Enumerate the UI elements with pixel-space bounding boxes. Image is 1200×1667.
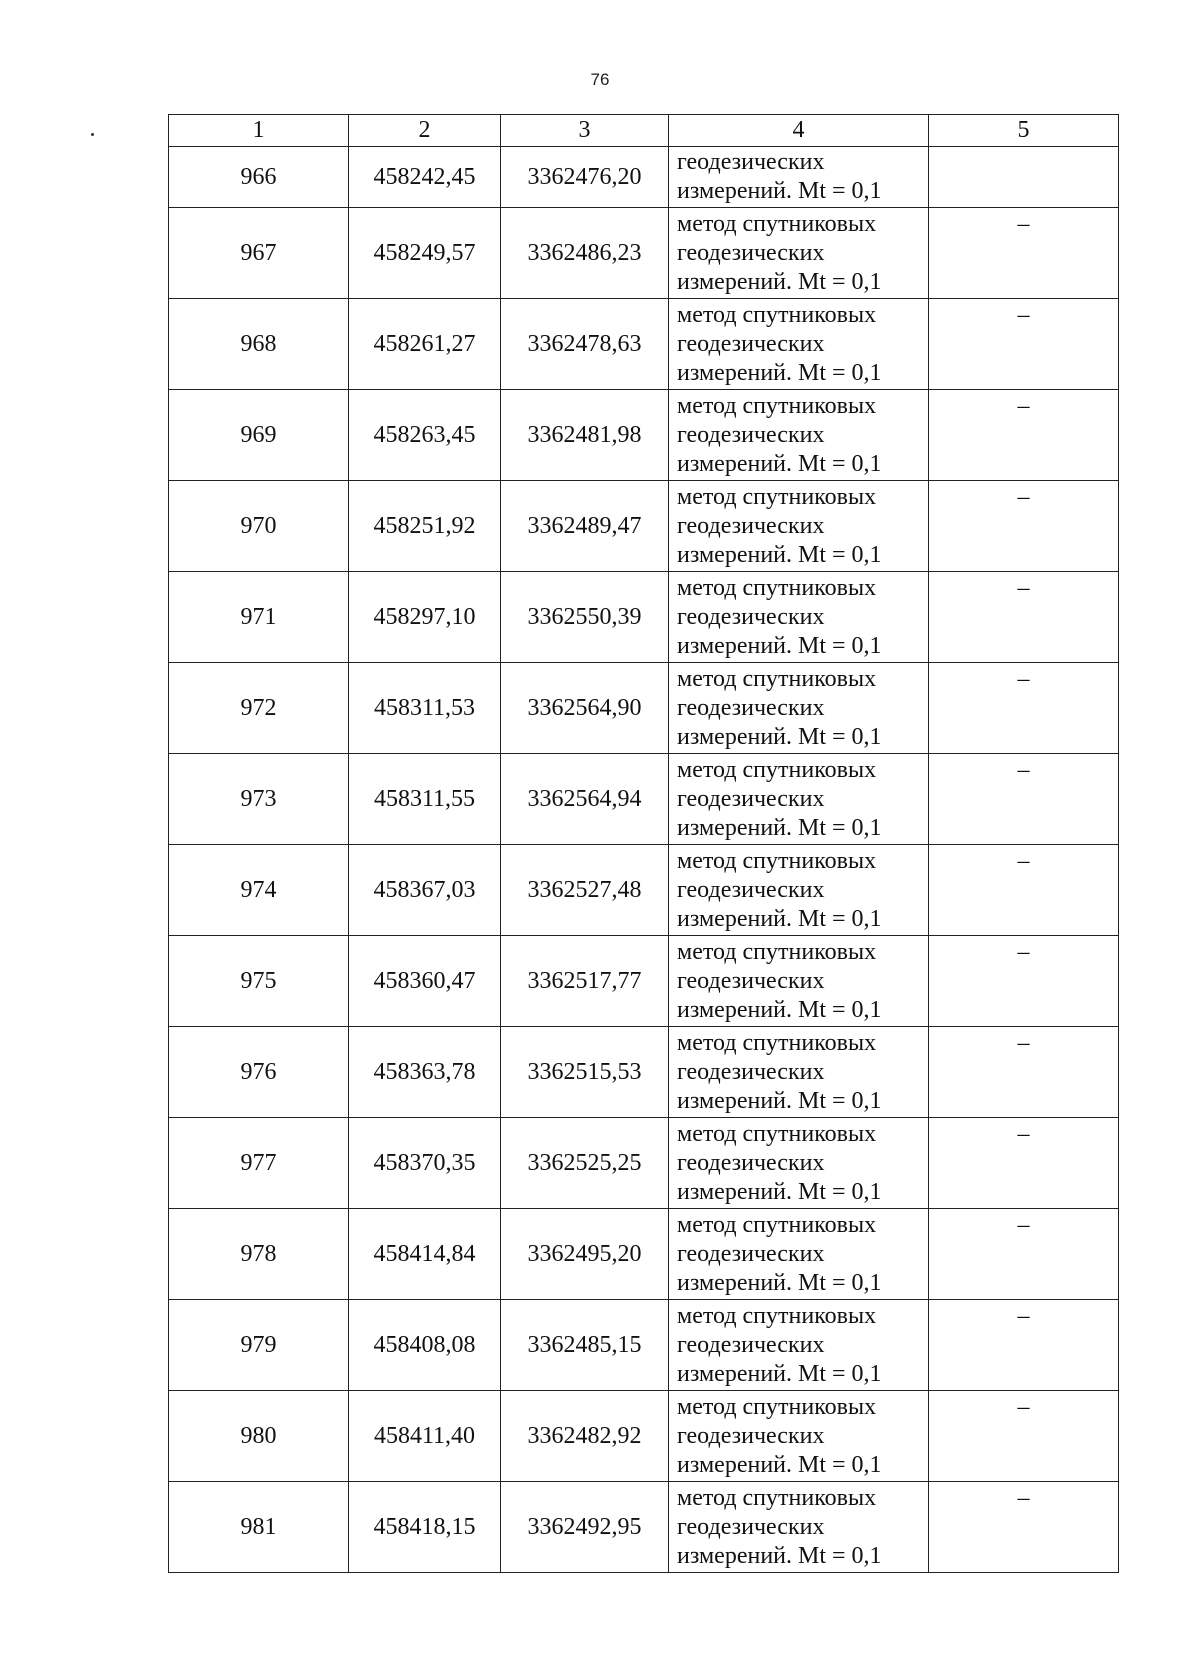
method-line: измерений. Mt = 0,1	[677, 1087, 882, 1114]
method-line: метод спутниковых	[677, 1302, 877, 1329]
method-line: геодезических	[677, 421, 825, 448]
x-coordinate-cell: 458360,47	[349, 936, 501, 1027]
x-coordinate-cell: 458242,45	[349, 147, 501, 208]
method-line: метод спутниковых	[677, 301, 877, 328]
note-cell: –	[929, 1027, 1119, 1118]
method-line: метод спутниковых	[677, 847, 877, 874]
method-line: метод спутниковых	[677, 665, 877, 692]
method-line: метод спутниковых	[677, 210, 877, 237]
method-line: метод спутниковых	[677, 1120, 877, 1147]
point-number-cell: 977	[169, 1118, 349, 1209]
note-cell: –	[929, 1391, 1119, 1482]
x-coordinate-cell: 458249,57	[349, 208, 501, 299]
table-row	[169, 1027, 1119, 1118]
y-coordinate-cell: 3362489,47	[501, 481, 669, 572]
method-line: метод спутниковых	[677, 1029, 877, 1056]
table-row	[169, 1482, 1119, 1573]
method-line: метод спутниковых	[677, 1484, 877, 1511]
method-cell	[669, 1482, 929, 1573]
method-line: измерений. Mt = 0,1	[677, 1178, 882, 1205]
method-line: измерений. Mt = 0,1	[677, 178, 882, 204]
method-line: геодезических	[677, 1058, 825, 1085]
y-coordinate-cell: 3362486,23	[501, 208, 669, 299]
method-cell	[669, 936, 929, 1027]
x-coordinate-cell: 458311,55	[349, 754, 501, 845]
note-cell: –	[929, 1300, 1119, 1391]
note-cell: –	[929, 299, 1119, 390]
method-cell	[669, 147, 929, 208]
method-line: геодезических	[677, 785, 825, 812]
note-cell: –	[929, 754, 1119, 845]
method-cell	[669, 1209, 929, 1300]
x-coordinate-cell: 458414,84	[349, 1209, 501, 1300]
point-number-cell: 978	[169, 1209, 349, 1300]
table-body	[169, 115, 1119, 1573]
y-coordinate-cell: 3362492,95	[501, 1482, 669, 1573]
method-cell	[669, 390, 929, 481]
method-line: измерений. Mt = 0,1	[677, 1542, 882, 1569]
note-cell: –	[929, 572, 1119, 663]
table-row	[169, 1209, 1119, 1300]
coordinates-table	[168, 114, 1119, 1573]
method-line: геодезических	[677, 876, 825, 903]
x-coordinate-cell: 458411,40	[349, 1391, 501, 1482]
method-line: геодезических	[677, 1513, 825, 1540]
y-coordinate-cell: 3362550,39	[501, 572, 669, 663]
method-line: измерений. Mt = 0,1	[677, 723, 882, 750]
method-line: измерений. Mt = 0,1	[677, 1269, 882, 1296]
point-number-cell: 973	[169, 754, 349, 845]
method-line: метод спутниковых	[677, 1211, 877, 1238]
table-row	[169, 663, 1119, 754]
method-line: геодезических	[677, 603, 825, 630]
point-number-cell: 981	[169, 1482, 349, 1573]
x-coordinate-cell: 458261,27	[349, 299, 501, 390]
x-coordinate-cell: 458418,15	[349, 1482, 501, 1573]
method-line: геодезических	[677, 512, 825, 539]
point-number-cell: 969	[169, 390, 349, 481]
y-coordinate-cell: 3362476,20	[501, 147, 669, 208]
method-line: метод спутниковых	[677, 1393, 877, 1420]
table-row	[169, 481, 1119, 572]
point-number-cell: 975	[169, 936, 349, 1027]
method-line: измерений. Mt = 0,1	[677, 450, 882, 477]
note-cell: –	[929, 1482, 1119, 1573]
point-number-cell: 970	[169, 481, 349, 572]
scan-speck	[91, 133, 94, 136]
method-line: измерений. Mt = 0,1	[677, 905, 882, 932]
x-coordinate-cell: 458370,35	[349, 1118, 501, 1209]
page-number: 76	[590, 70, 610, 89]
method-line: измерений. Mt = 0,1	[677, 541, 882, 568]
column-header-2: 2	[349, 115, 501, 147]
method-line: геодезических	[677, 1240, 825, 1267]
method-line: метод спутниковых	[677, 483, 877, 510]
table-row	[169, 1300, 1119, 1391]
method-line: геодезических	[677, 694, 825, 721]
y-coordinate-cell: 3362564,90	[501, 663, 669, 754]
method-cell	[669, 1027, 929, 1118]
y-coordinate-cell: 3362564,94	[501, 754, 669, 845]
point-number-cell: 979	[169, 1300, 349, 1391]
method-line: метод спутниковых	[677, 574, 877, 601]
method-cell	[669, 1118, 929, 1209]
method-line: метод спутниковых	[677, 938, 877, 965]
note-cell: –	[929, 1209, 1119, 1300]
y-coordinate-cell: 3362515,53	[501, 1027, 669, 1118]
note-cell	[929, 147, 1119, 208]
column-header-5: 5	[929, 115, 1119, 147]
y-coordinate-cell: 3362478,63	[501, 299, 669, 390]
note-cell: –	[929, 481, 1119, 572]
y-coordinate-cell: 3362481,98	[501, 390, 669, 481]
point-number-cell: 971	[169, 572, 349, 663]
table-row	[169, 208, 1119, 299]
point-number-cell: 968	[169, 299, 349, 390]
point-number-cell: 974	[169, 845, 349, 936]
method-cell	[669, 754, 929, 845]
note-cell: –	[929, 845, 1119, 936]
point-number-cell: 976	[169, 1027, 349, 1118]
note-cell: –	[929, 936, 1119, 1027]
point-number-cell: 966	[169, 147, 349, 208]
table-row	[169, 390, 1119, 481]
method-cell	[669, 299, 929, 390]
method-line: геодезических	[677, 149, 825, 175]
column-header-3: 3	[501, 115, 669, 147]
table-row	[169, 147, 1119, 208]
column-header-4: 4	[669, 115, 929, 147]
method-line: измерений. Mt = 0,1	[677, 814, 882, 841]
table-row	[169, 1118, 1119, 1209]
method-line: измерений. Mt = 0,1	[677, 1360, 882, 1387]
table-row	[169, 299, 1119, 390]
table-row	[169, 754, 1119, 845]
x-coordinate-cell: 458263,45	[349, 390, 501, 481]
note-cell: –	[929, 663, 1119, 754]
y-coordinate-cell: 3362495,20	[501, 1209, 669, 1300]
method-line: геодезических	[677, 239, 825, 266]
x-coordinate-cell: 458251,92	[349, 481, 501, 572]
table-row	[169, 936, 1119, 1027]
method-cell	[669, 1391, 929, 1482]
table-header-row	[169, 115, 1119, 147]
method-line: геодезических	[677, 967, 825, 994]
method-line: геодезических	[677, 1331, 825, 1358]
table-row	[169, 1391, 1119, 1482]
y-coordinate-cell: 3362517,77	[501, 936, 669, 1027]
y-coordinate-cell: 3362482,92	[501, 1391, 669, 1482]
note-cell: –	[929, 1118, 1119, 1209]
point-number-cell: 980	[169, 1391, 349, 1482]
method-line: метод спутниковых	[677, 756, 877, 783]
method-cell	[669, 572, 929, 663]
method-line: измерений. Mt = 0,1	[677, 632, 882, 659]
x-coordinate-cell: 458363,78	[349, 1027, 501, 1118]
method-line: измерений. Mt = 0,1	[677, 1451, 882, 1478]
method-line: геодезических	[677, 1149, 825, 1176]
table-row	[169, 572, 1119, 663]
table-row	[169, 845, 1119, 936]
method-cell	[669, 481, 929, 572]
method-cell	[669, 1300, 929, 1391]
method-line: метод спутниковых	[677, 392, 877, 419]
y-coordinate-cell: 3362527,48	[501, 845, 669, 936]
method-line: геодезических	[677, 1422, 825, 1449]
method-cell	[669, 663, 929, 754]
method-line: измерений. Mt = 0,1	[677, 996, 882, 1023]
y-coordinate-cell: 3362525,25	[501, 1118, 669, 1209]
point-number-cell: 972	[169, 663, 349, 754]
x-coordinate-cell: 458408,08	[349, 1300, 501, 1391]
method-line: геодезических	[677, 330, 825, 357]
method-cell	[669, 845, 929, 936]
x-coordinate-cell: 458297,10	[349, 572, 501, 663]
x-coordinate-cell: 458311,53	[349, 663, 501, 754]
column-header-1: 1	[169, 115, 349, 147]
x-coordinate-cell: 458367,03	[349, 845, 501, 936]
point-number-cell: 967	[169, 208, 349, 299]
method-cell	[669, 208, 929, 299]
method-line: измерений. Mt = 0,1	[677, 268, 882, 295]
method-line: измерений. Mt = 0,1	[677, 359, 882, 386]
note-cell: –	[929, 208, 1119, 299]
note-cell: –	[929, 390, 1119, 481]
y-coordinate-cell: 3362485,15	[501, 1300, 669, 1391]
